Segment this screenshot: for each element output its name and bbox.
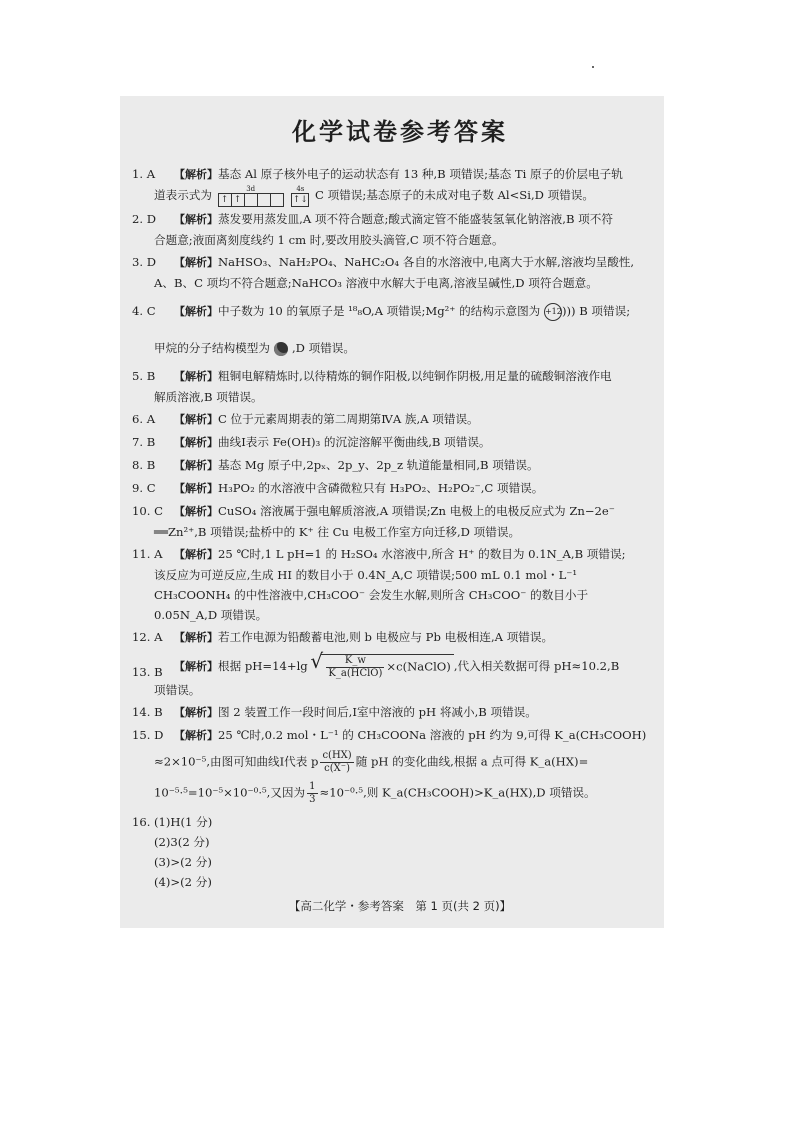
fraction-numerator: 1 xyxy=(309,781,316,792)
orbital-label: 3d xyxy=(246,185,256,193)
item-text: CH₃COONH₄ 的中性溶液中,CH₃COO⁻ 会发生水解,则所含 CH₃COO⁻ 的数目小于 xyxy=(154,588,589,602)
analysis-tag: 【解析】 xyxy=(174,482,218,495)
item-number: 9. C xyxy=(132,481,156,495)
answer-item-9 xyxy=(132,478,672,499)
item-text: C 位于元素周期表的第二周期第ⅣA 族,A 项错误。 xyxy=(218,412,479,426)
item-text: ,代入相关数据可得 pH≈10.2,B xyxy=(453,659,620,673)
analysis-tag: 【解析】 xyxy=(174,305,218,318)
answer-list xyxy=(132,164,672,894)
item-text: 0.05N_A,D 项错误。 xyxy=(154,608,268,622)
orbital-cell: ↑ xyxy=(219,194,232,206)
item-text: ≈2×10⁻⁵,由图可知曲线Ⅰ代表 p xyxy=(154,754,319,769)
answer-item-6 xyxy=(132,409,672,430)
answer-item-5 xyxy=(132,366,672,407)
item-text: 解质溶液,B 项错误。 xyxy=(154,390,263,404)
analysis-tag: 【解析】 xyxy=(174,213,218,226)
item-text: 甲烷的分子结构模型为 xyxy=(154,341,270,355)
analysis-tag: 【解析】 xyxy=(174,505,218,518)
item-number: 14. B xyxy=(132,705,163,719)
item-text-line xyxy=(154,338,672,358)
sqrt-expression xyxy=(321,654,453,680)
fraction xyxy=(320,750,353,775)
answer-item-12 xyxy=(132,627,672,648)
page-title: 化学试卷参考答案 xyxy=(292,118,508,146)
sub-answer: (4)>(2 分) xyxy=(154,875,212,889)
item-text: 曲线Ⅰ表示 Fe(OH)₃ 的沉淀溶解平衡曲线,B 项错误。 xyxy=(218,435,491,449)
speck xyxy=(592,66,594,68)
fraction xyxy=(326,655,384,680)
item-number: 12. A xyxy=(132,630,163,644)
item-text-line xyxy=(154,750,672,775)
item-number: 13. B xyxy=(132,665,163,679)
orbital-cell xyxy=(258,194,271,206)
ion-shell-arcs: ))) xyxy=(561,304,576,318)
analysis-tag: 【解析】 xyxy=(174,436,218,449)
item-text: NaHSO₃、NaH₂PO₄、NaHC₂O₄ 各自的水溶液中,电离大于水解,溶液均呈酸性, xyxy=(218,255,635,269)
item-text: ×c(NaClO) xyxy=(386,659,451,674)
item-text: A、B、C 项均不符合题意;NaHCO₃ 溶液中水解大于电离,溶液呈碱性,D 项符合题意。 xyxy=(154,276,598,290)
orbital-4s-diagram xyxy=(291,185,309,207)
item-text: 25 ℃时,0.2 mol・L⁻¹ 的 CH₃COONa 溶液的 pH 约为 9,可得 K_a(CH₃COOH) xyxy=(218,728,647,742)
analysis-tag: 【解析】 xyxy=(174,256,218,269)
item-text: 随 pH 的变化曲线,根据 a 点可得 K_a(HX)= xyxy=(355,754,589,769)
item-number: 11. A xyxy=(132,547,163,561)
answer-item-11 xyxy=(132,544,672,625)
item-text: 10⁻⁵·⁵=10⁻⁵×10⁻⁰·⁵,又因为 xyxy=(154,785,306,800)
item-number: 7. B xyxy=(132,435,156,449)
analysis-tag: 【解析】 xyxy=(174,548,218,561)
analysis-tag: 【解析】 xyxy=(174,631,218,644)
mg-ion-diagram: +12 xyxy=(544,303,562,321)
fraction-denominator: 3 xyxy=(309,794,316,805)
page-footer: 【高二化学・参考答案 第 1 页(共 2 页)】 xyxy=(288,899,512,913)
item-number: 3. D xyxy=(132,255,157,269)
orbital-cell: ↑ xyxy=(232,194,245,206)
sub-answer: (3)>(2 分) xyxy=(154,855,212,869)
item-text: B 项错误; xyxy=(579,304,631,318)
analysis-tag: 【解析】 xyxy=(174,413,218,426)
fraction-numerator: c(HX) xyxy=(322,750,352,761)
analysis-tag: 【解析】 xyxy=(174,168,218,181)
item-number: 16. xyxy=(132,815,151,829)
fraction-denominator: K_a(HClO) xyxy=(328,668,383,679)
item-number: 6. A xyxy=(132,412,156,426)
item-text: 道表示式为 xyxy=(154,188,212,202)
fraction-denominator: c(X⁻) xyxy=(324,763,350,774)
item-text: ≈10⁻⁰·⁵,则 K_a(CH₃COOH)>K_a(HX),D 项错误。 xyxy=(319,785,596,800)
orbital-label: 4s xyxy=(296,185,305,193)
answer-item-14 xyxy=(132,702,672,723)
fraction-numerator: √ K_w xyxy=(326,655,384,668)
item-text: 项错误。 xyxy=(154,683,201,697)
item-text: 中子数为 10 的氧原子是 ¹⁸₈O,A 项错误;Mg²⁺ 的结构示意图为 xyxy=(218,304,541,318)
item-text: C 项错误;基态原子的未成对电子数 Al<Si,D 项错误。 xyxy=(315,188,594,202)
item-text: CuSO₄ 溶液属于强电解质溶液,A 项错误;Zn 电极上的电极反应式为 Zn−2e⁻ xyxy=(218,504,615,518)
item-text: 图 2 装置工作一段时间后,Ⅰ室中溶液的 pH 将减小,B 项错误。 xyxy=(218,705,537,719)
item-text: 蒸发要用蒸发皿,A 项不符合题意;酸式滴定管不能盛装氢氧化钠溶液,B 项不符 xyxy=(218,212,613,226)
analysis-tag: 【解析】 xyxy=(174,729,218,742)
item-text: ,D 项错误。 xyxy=(291,341,355,355)
item-text: H₃PO₂ 的水溶液中含磷微粒只有 H₃PO₂、H₂PO₂⁻,C 项错误。 xyxy=(218,481,544,495)
fraction xyxy=(307,781,317,806)
orbital-cell xyxy=(271,194,283,206)
item-text: 该反应为可逆反应,生成 HI 的数目小于 0.4N_A,C 项错误;500 mL 0.1 mol・L⁻¹ xyxy=(154,568,578,582)
orbital-cell: ↑↓ xyxy=(292,195,308,205)
answer-item-8 xyxy=(132,455,672,476)
item-number: 5. B xyxy=(132,369,156,383)
answer-item-15 xyxy=(132,725,672,806)
answer-item-10 xyxy=(132,501,672,542)
item-number: 10. C xyxy=(132,504,163,518)
analysis-tag: 【解析】 xyxy=(174,660,218,673)
item-text: 粗铜电解精炼时,以待精炼的铜作阳极,以纯铜作阴极,用足量的硫酸铜溶液作电 xyxy=(218,369,612,383)
orbital-3d-diagram xyxy=(218,185,284,207)
answer-item-1 xyxy=(132,164,672,207)
answer-item-3 xyxy=(132,252,672,293)
sub-answer: (2)3(2 分) xyxy=(154,835,210,849)
item-number: 15. D xyxy=(132,728,164,742)
item-text: 基态 Al 原子核外电子的运动状态有 13 种,B 项错误;基态 Ti 原子的价层电子轨 xyxy=(218,167,623,181)
item-number: 4. C xyxy=(132,304,156,318)
analysis-tag: 【解析】 xyxy=(174,706,218,719)
item-number: 1. A xyxy=(132,167,156,181)
item-text: 合题意;液面离刻度线约 1 cm 时,要改用胶头滴管,C 项不符合题意。 xyxy=(154,233,504,247)
item-text-line xyxy=(154,781,672,806)
item-text: 若工作电源为铅酸蓄电池,则 b 电极应与 Pb 电极相连,A 项错误。 xyxy=(218,630,554,644)
item-number: 8. B xyxy=(132,458,156,472)
methane-model-icon xyxy=(274,342,288,356)
orbital-cell xyxy=(245,194,258,206)
analysis-tag: 【解析】 xyxy=(174,370,218,383)
item-text: 基态 Mg 原子中,2pₓ、2p_y、2p_z 轨道能量相同,B 项错误。 xyxy=(218,458,539,472)
answer-item-13 xyxy=(132,654,672,700)
analysis-tag: 【解析】 xyxy=(174,459,218,472)
answer-item-2 xyxy=(132,209,672,250)
item-text-line xyxy=(154,185,672,207)
answer-item-7 xyxy=(132,432,672,453)
answer-item-4 xyxy=(132,301,672,358)
answer-item-16 xyxy=(132,812,672,892)
item-text: ══Zn²⁺,B 项错误;盐桥中的 K⁺ 往 Cu 电极工作室方向迁移,D 项错误。 xyxy=(154,525,521,539)
item-number: 2. D xyxy=(132,212,157,226)
item-text: 根据 pH=14+lg xyxy=(218,659,308,673)
item-text: 25 ℃时,1 L pH=1 的 H₂SO₄ 水溶液中,所含 H⁺ 的数目为 0.1N_A,B 项错误; xyxy=(218,547,626,561)
sub-answer: (1)H(1 分) xyxy=(154,815,213,829)
